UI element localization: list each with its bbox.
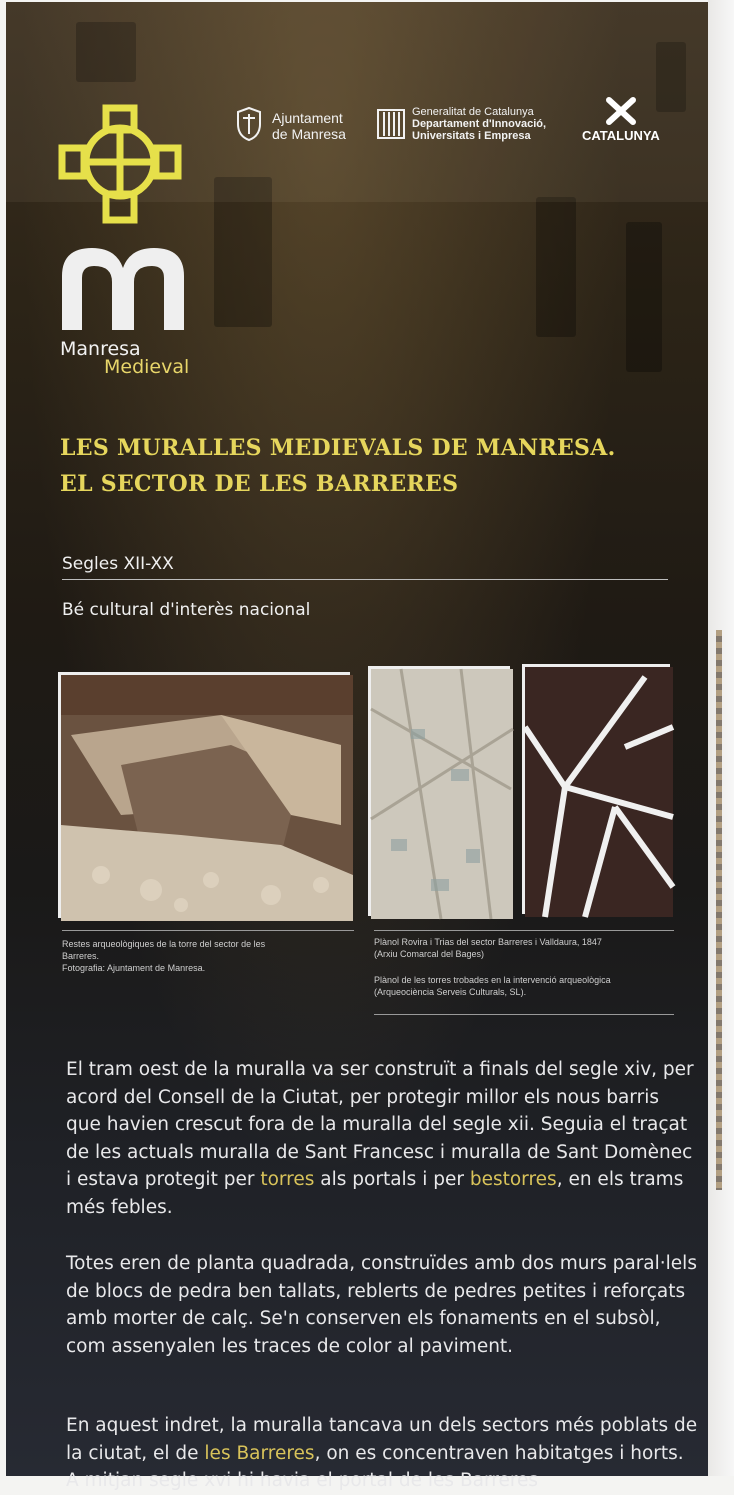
celtic-cross-icon <box>54 100 186 232</box>
photo-caption-line2: Barreres. <box>62 951 100 961</box>
title-line1: LES MURALLES MEDIEVALS DE MANRESA. <box>60 435 616 461</box>
plan2-caption-line1: Plànol de les torres trobades en la intervenció arqueològica <box>374 975 611 985</box>
towers-plan-image <box>522 664 670 914</box>
catalunya-logo <box>582 96 660 143</box>
centuries-label: Segles XII-XX <box>62 554 174 574</box>
brand-subtitle: Medieval <box>104 356 190 378</box>
generalitat-line3: Universitats i Empresa <box>412 130 531 142</box>
historic-plan-image <box>368 666 510 916</box>
p3-highlight-barreres: les Barreres <box>204 1442 315 1464</box>
street-map-icon <box>525 667 673 917</box>
paragraph-1 <box>66 1056 698 1221</box>
caption-divider-left <box>62 930 354 931</box>
window-reflection <box>626 222 662 372</box>
ajuntament-line2: de Manresa <box>272 126 346 142</box>
photo-caption <box>62 938 352 974</box>
generalitat-shield-icon <box>376 108 406 140</box>
plan2-caption-line2: (Arqueociència Serveis Culturals, SL). <box>374 987 527 997</box>
generalitat-line1: Generalitat de Catalunya <box>412 106 534 118</box>
p1-text-b: als portals i per <box>314 1169 470 1190</box>
p1-highlight-bestorres: bestorres <box>469 1169 557 1190</box>
plan1-caption <box>374 936 684 960</box>
archaeology-photo <box>58 672 350 918</box>
catalunya-star-icon <box>601 96 641 126</box>
brand-name: Manresa <box>60 338 141 360</box>
photo-caption-line1: Restes arqueològiques de la torre del sector de les <box>62 939 266 949</box>
heritage-designation: Bé cultural d'interès nacional <box>62 600 311 620</box>
generalitat-line2: Departament d'Innovació, <box>412 118 547 130</box>
catalunya-label: CATALUNYA <box>582 128 660 143</box>
wall-stripe <box>716 630 722 1190</box>
information-panel <box>6 2 708 1491</box>
panel-title <box>60 430 616 502</box>
p3-text-a: En aquest indret, la muralla tancava un dels sectors més poblats de la ciutat, el de <box>66 1415 698 1464</box>
tower-remains-image <box>61 675 353 921</box>
ajuntament-shield-icon <box>234 106 264 142</box>
p1-highlight-torres: torres <box>260 1169 315 1190</box>
rovira-plan-icon <box>371 669 513 919</box>
plan2-caption <box>374 974 684 998</box>
divider <box>62 579 668 580</box>
window-reflection <box>536 197 576 337</box>
p1-text-a: El tram oest de la muralla va ser construït a finals del segle xiv, per acord del Consell de la Ciutat, per protegir millor els nous barris que havien crescut fora de la muralla del segle xii. Seguia el traçat de les actuals muralla de Sant Francesc i muralla de Sant Domènec i estava protegit per <box>66 1059 694 1190</box>
caption-divider-right <box>374 930 674 931</box>
title-line2: EL SECTOR DE LES BARRERES <box>60 471 459 497</box>
m-logo-icon <box>58 242 188 334</box>
paragraph-3 <box>66 1412 698 1495</box>
photo-caption-line3: Fotografia: Ajuntament de Manresa. <box>62 963 206 973</box>
plan1-caption-line2: (Arxiu Comarcal del Bages) <box>374 949 485 959</box>
p1-text-c: , en els trams més febles. <box>66 1169 684 1218</box>
ajuntament-line1: Ajuntament <box>272 110 343 126</box>
caption-divider-bottom <box>374 1014 674 1015</box>
p3-text-b: , on es concentraven habitatges i horts. A mitjan segle xvi hi havia el portal de les Barreres <box>66 1442 684 1491</box>
paragraph-2: Totes eren de planta quadrada, construïdes amb dos murs paral·lels de blocs de pedra ben tallats, reblerts de pedres petites i reforçats amb morter de calç. Se'n conserven els fonaments en el subsòl, com assenyalen les traces de color al paviment. <box>66 1253 697 1357</box>
plan1-caption-line1: Plànol Rovira i Trias del sector Barreres i Valldaura, 1847 <box>374 937 602 947</box>
